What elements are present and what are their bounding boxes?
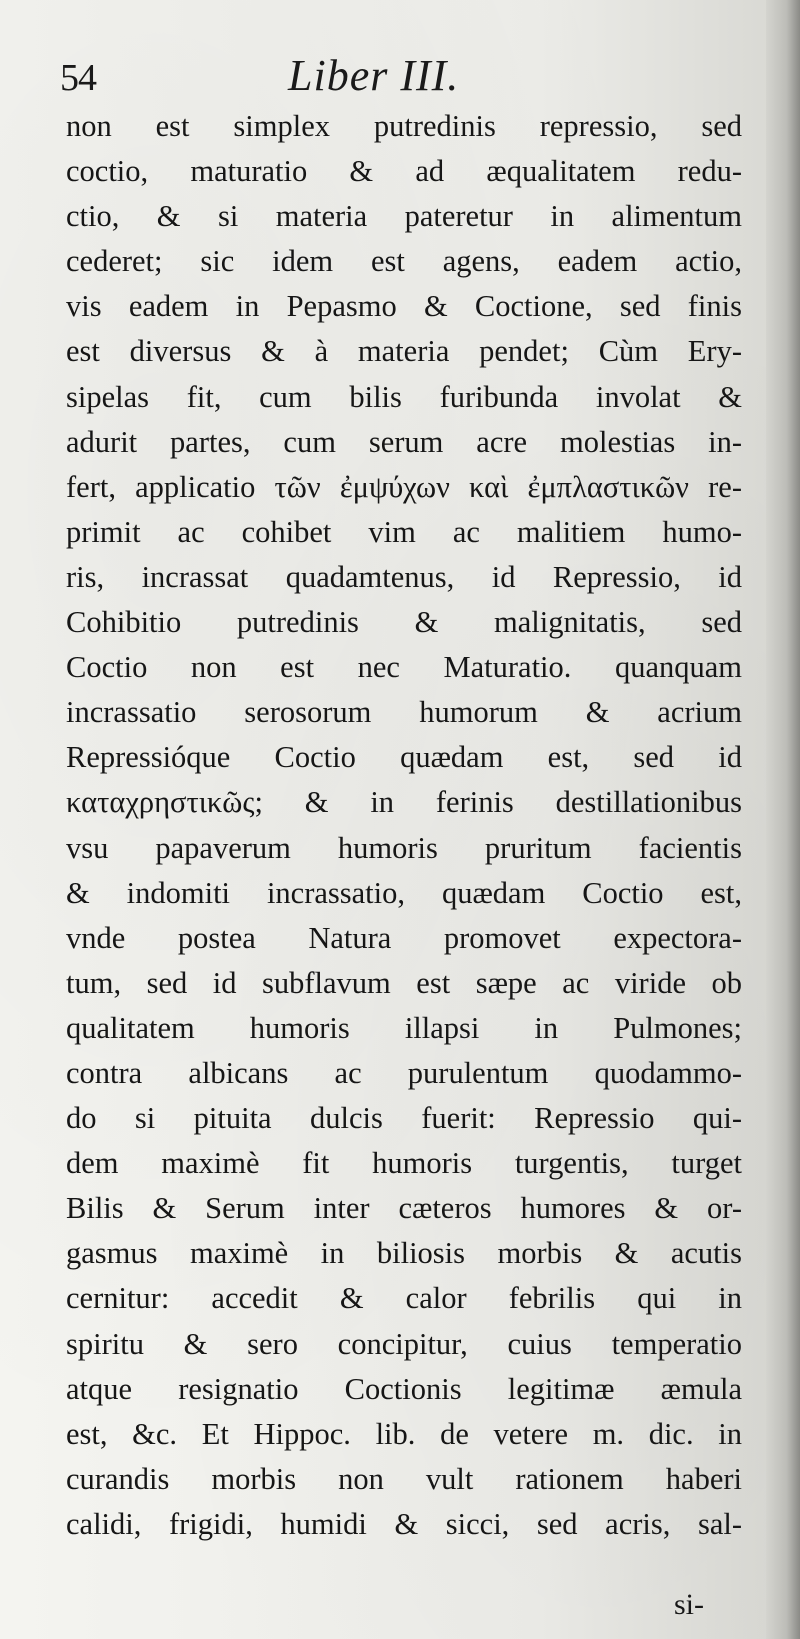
text-line: ris, incrassat quadamtenus, id Repressio, id xyxy=(66,559,742,594)
text-line: qualitatem humoris illapsi in Pulmones; xyxy=(66,1010,742,1045)
text-line: vsu papaverum humoris pruritum facientis xyxy=(66,830,742,865)
text-line: incrassatio serosorum humorum & acrium xyxy=(66,695,742,730)
page-gutter xyxy=(766,0,800,1639)
text-line: cederet; sic idem est agens, eadem actio, xyxy=(66,244,742,279)
text-line: sipelas fit, cum bilis furibunda involat & xyxy=(66,379,742,414)
text-line: vis eadem in Pepasmo & Coctione, sed finis xyxy=(66,289,742,324)
text-line: curandis morbis non vult rationem haberi xyxy=(66,1461,742,1496)
page-header xyxy=(60,50,740,110)
text-line: ctio, & si materia pateretur in alimentum xyxy=(66,199,742,234)
text-line: coctio, maturatio & ad æqualitatem redu- xyxy=(66,154,742,189)
text-line: do si pituita dulcis fuerit: Repressio qui- xyxy=(66,1101,742,1136)
text-line: & indomiti incrassatio, quædam Coctio est, xyxy=(66,875,742,910)
text-line: gasmus maximè in biliosis morbis & acutis xyxy=(66,1236,742,1271)
body-text xyxy=(66,104,742,1547)
text-line: dem maximè fit humoris turgentis, turget xyxy=(66,1146,742,1181)
text-line: cernitur: accedit & calor febrilis qui in xyxy=(66,1281,742,1316)
text-line: spiritu & sero concipitur, cuius temperatio xyxy=(66,1326,742,1361)
text-line: adurit partes, cum serum acre molestias in- xyxy=(66,424,742,459)
text-line: Cohibitio putredinis & malignitatis, sed xyxy=(66,605,742,640)
text-line: Bilis & Serum inter cæteros humores & or- xyxy=(66,1191,742,1226)
page-number: 54 xyxy=(60,57,96,99)
text-line: tum, sed id subflavum est sæpe ac viride ob xyxy=(66,965,742,1000)
text-line: Coctio non est nec Maturatio. quanquam xyxy=(66,650,742,685)
text-line: non est simplex putredinis repressio, sed xyxy=(66,109,742,143)
text-line: est, &c. Et Hippoc. lib. de vetere m. dic. in xyxy=(66,1416,742,1451)
text-line: Repressióque Coctio quædam est, sed id xyxy=(66,740,742,775)
catchword: si- xyxy=(674,1588,704,1621)
text-line: fert, applicatio τῶν ἐμψύχων καὶ ἐμπλαστικῶν re- xyxy=(66,469,742,504)
text-line: atque resignatio Coctionis legitimæ æmula xyxy=(66,1371,742,1406)
text-line: vnde postea Natura promovet expectora- xyxy=(66,920,742,955)
text-line: contra albicans ac purulentum quodammo- xyxy=(66,1055,742,1090)
running-head: Liber III. xyxy=(288,51,460,100)
text-line: est diversus & à materia pendet; Cùm Ery- xyxy=(66,334,742,369)
text-line: καταχρηστικῶς; & in ferinis destillationibus xyxy=(66,785,742,820)
text-line: primit ac cohibet vim ac malitiem humo- xyxy=(66,514,742,549)
text-line: calidi, frigidi, humidi & sicci, sed acris, sal- xyxy=(66,1506,742,1541)
